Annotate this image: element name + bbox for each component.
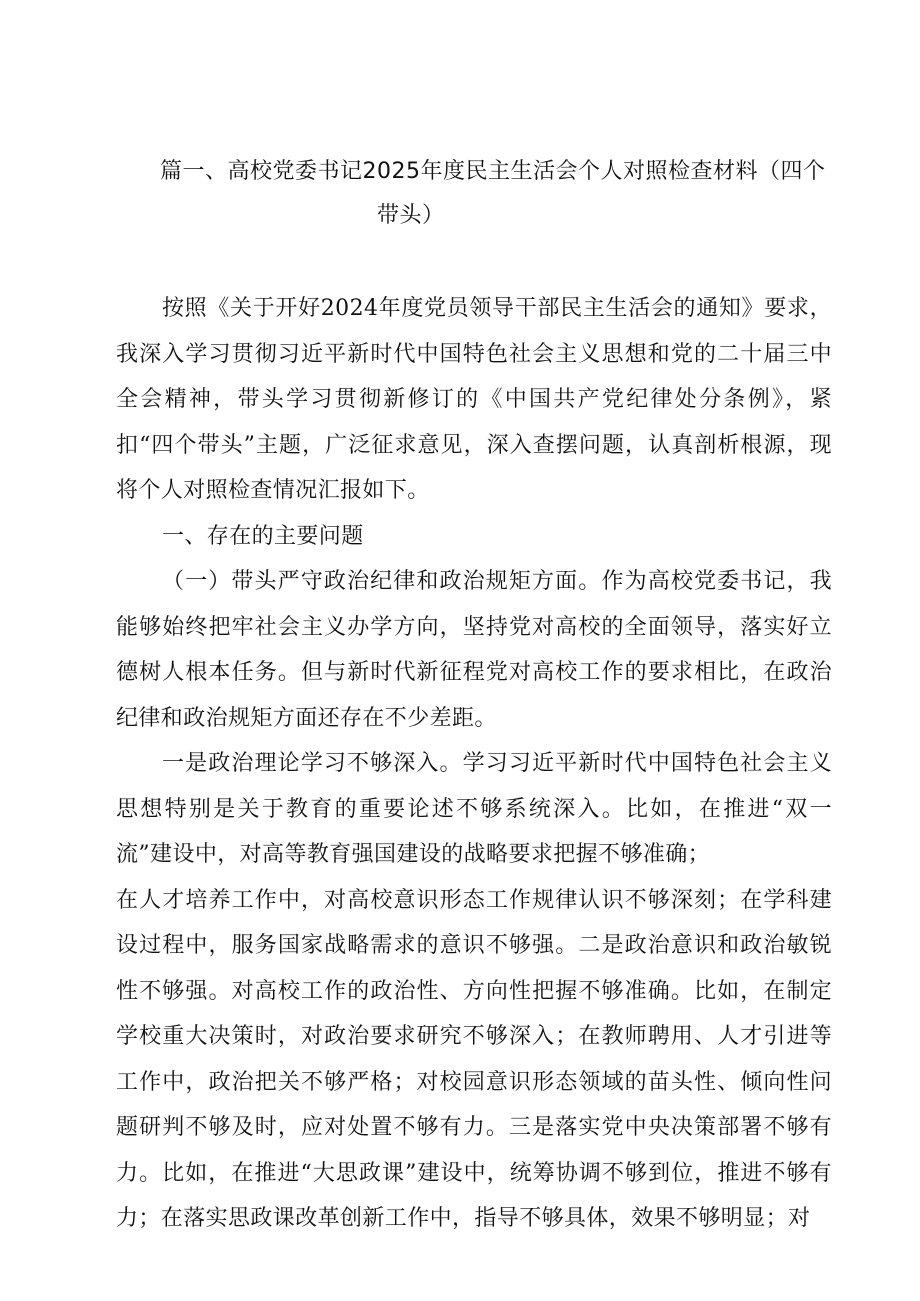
title-line-1: 篇一、高校党委书记2025年度民主生活会个人对照检查材料（四个 [160,159,826,184]
title-line-2: 带头） [377,203,445,228]
point-paragraph-2: 在人才培养工作中，对高校意识形态工作规律认识不够深刻；在学科建设过程中，服务国家战略需求的意识不够强。二是政治意识和政治敏锐性不够强。对高校工作的政治性、方向性把握不够准确。比如，在制定学校重大决策时，对政治要求研究不够深入；在教师聘用、人才引进等工作中，政治把关不够严格；对校园意识形态领域的苗头性、倾向性问题研判不够及时，应对处置不够有力。三是落实党中央决策部署不够有力。比如，在推进“大思政课”建设中，统筹协调不够到位，推进不够有力；在落实思政课改革创新工作中，指导不够具体，效果不够明显；对 [116,887,832,1231]
point-paragraph-1: 一是政治理论学习不够深入。学习习近平新时代中国特色社会主义思想特别是关于教育的重要论述不够系统深入。比如，在推进“双一流”建设中，对高等教育强国建设的战略要求把握不够准确； [116,751,832,867]
document-body [116,286,832,1242]
subsection-paragraph-1: （一）带头严守政治纪律和政治规矩方面。作为高校党委书记，我能够始终把牢社会主义办学方向，坚持党对高校的全面领导，落实好立德树人根本任务。但与新时代新征程党对高校工作的要求相比，在政治纪律和政治规矩方面还存在不少差距。 [116,569,832,731]
intro-paragraph: 按照《关于开好2024年度党员领导干部民主生活会的通知》要求，我深入学习贯彻习近平新时代中国特色社会主义思想和党的二十届三中全会精神，带头学习贯彻新修订的《中国共产党纪律处分条例》，紧扣“四个带头”主题，广泛征求意见，深入查摆问题，认真剖析根源，现将个人对照检查情况汇报如下。 [116,296,832,503]
document-title [160,150,850,238]
section-heading-problems: 一、存在的主要问题 [162,523,364,549]
